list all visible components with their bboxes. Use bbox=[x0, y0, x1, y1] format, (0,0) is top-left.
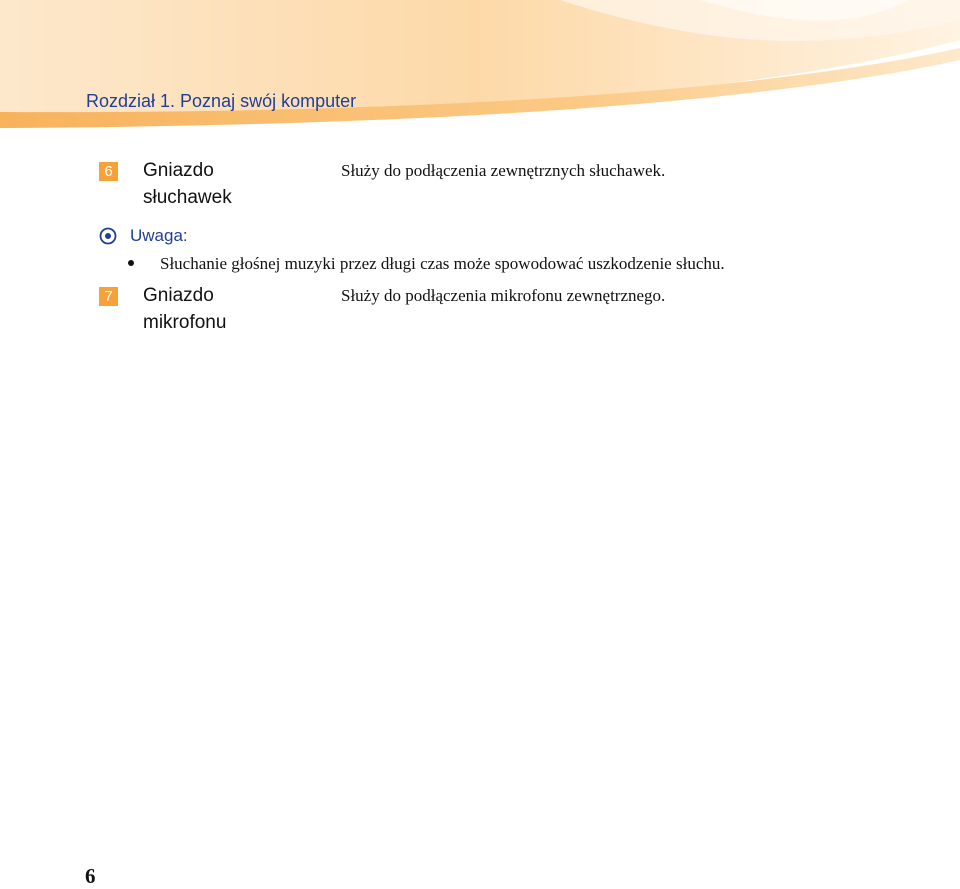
note-target-icon bbox=[98, 226, 118, 246]
chapter-title: Rozdział 1. Poznaj swój komputer bbox=[86, 91, 357, 111]
header-banner bbox=[0, 0, 960, 135]
page-number: 6 bbox=[85, 864, 96, 888]
item-description: Służy do podłączenia zewnętrznych słuchawek. bbox=[341, 161, 666, 180]
item-description: Służy do podłączenia mikrofonu zewnętrznego. bbox=[341, 286, 666, 305]
item-term-line: mikrofonu bbox=[143, 312, 227, 333]
item-term-line: Gniazdo bbox=[143, 160, 214, 181]
item-number-badge: 6 bbox=[99, 162, 118, 181]
note-title: Uwaga: bbox=[130, 226, 188, 245]
item-number-badge: 7 bbox=[99, 287, 118, 306]
item-term bbox=[143, 282, 226, 336]
note-bullet-text: Słuchanie głośnej muzyki przez długi czas może spowodować uszkodzenie słuchu. bbox=[160, 254, 725, 273]
item-term-line: Gniazdo bbox=[143, 285, 214, 306]
bullet-dot bbox=[128, 260, 134, 266]
item-term bbox=[143, 157, 232, 211]
item-term-line: słuchawek bbox=[143, 187, 232, 208]
